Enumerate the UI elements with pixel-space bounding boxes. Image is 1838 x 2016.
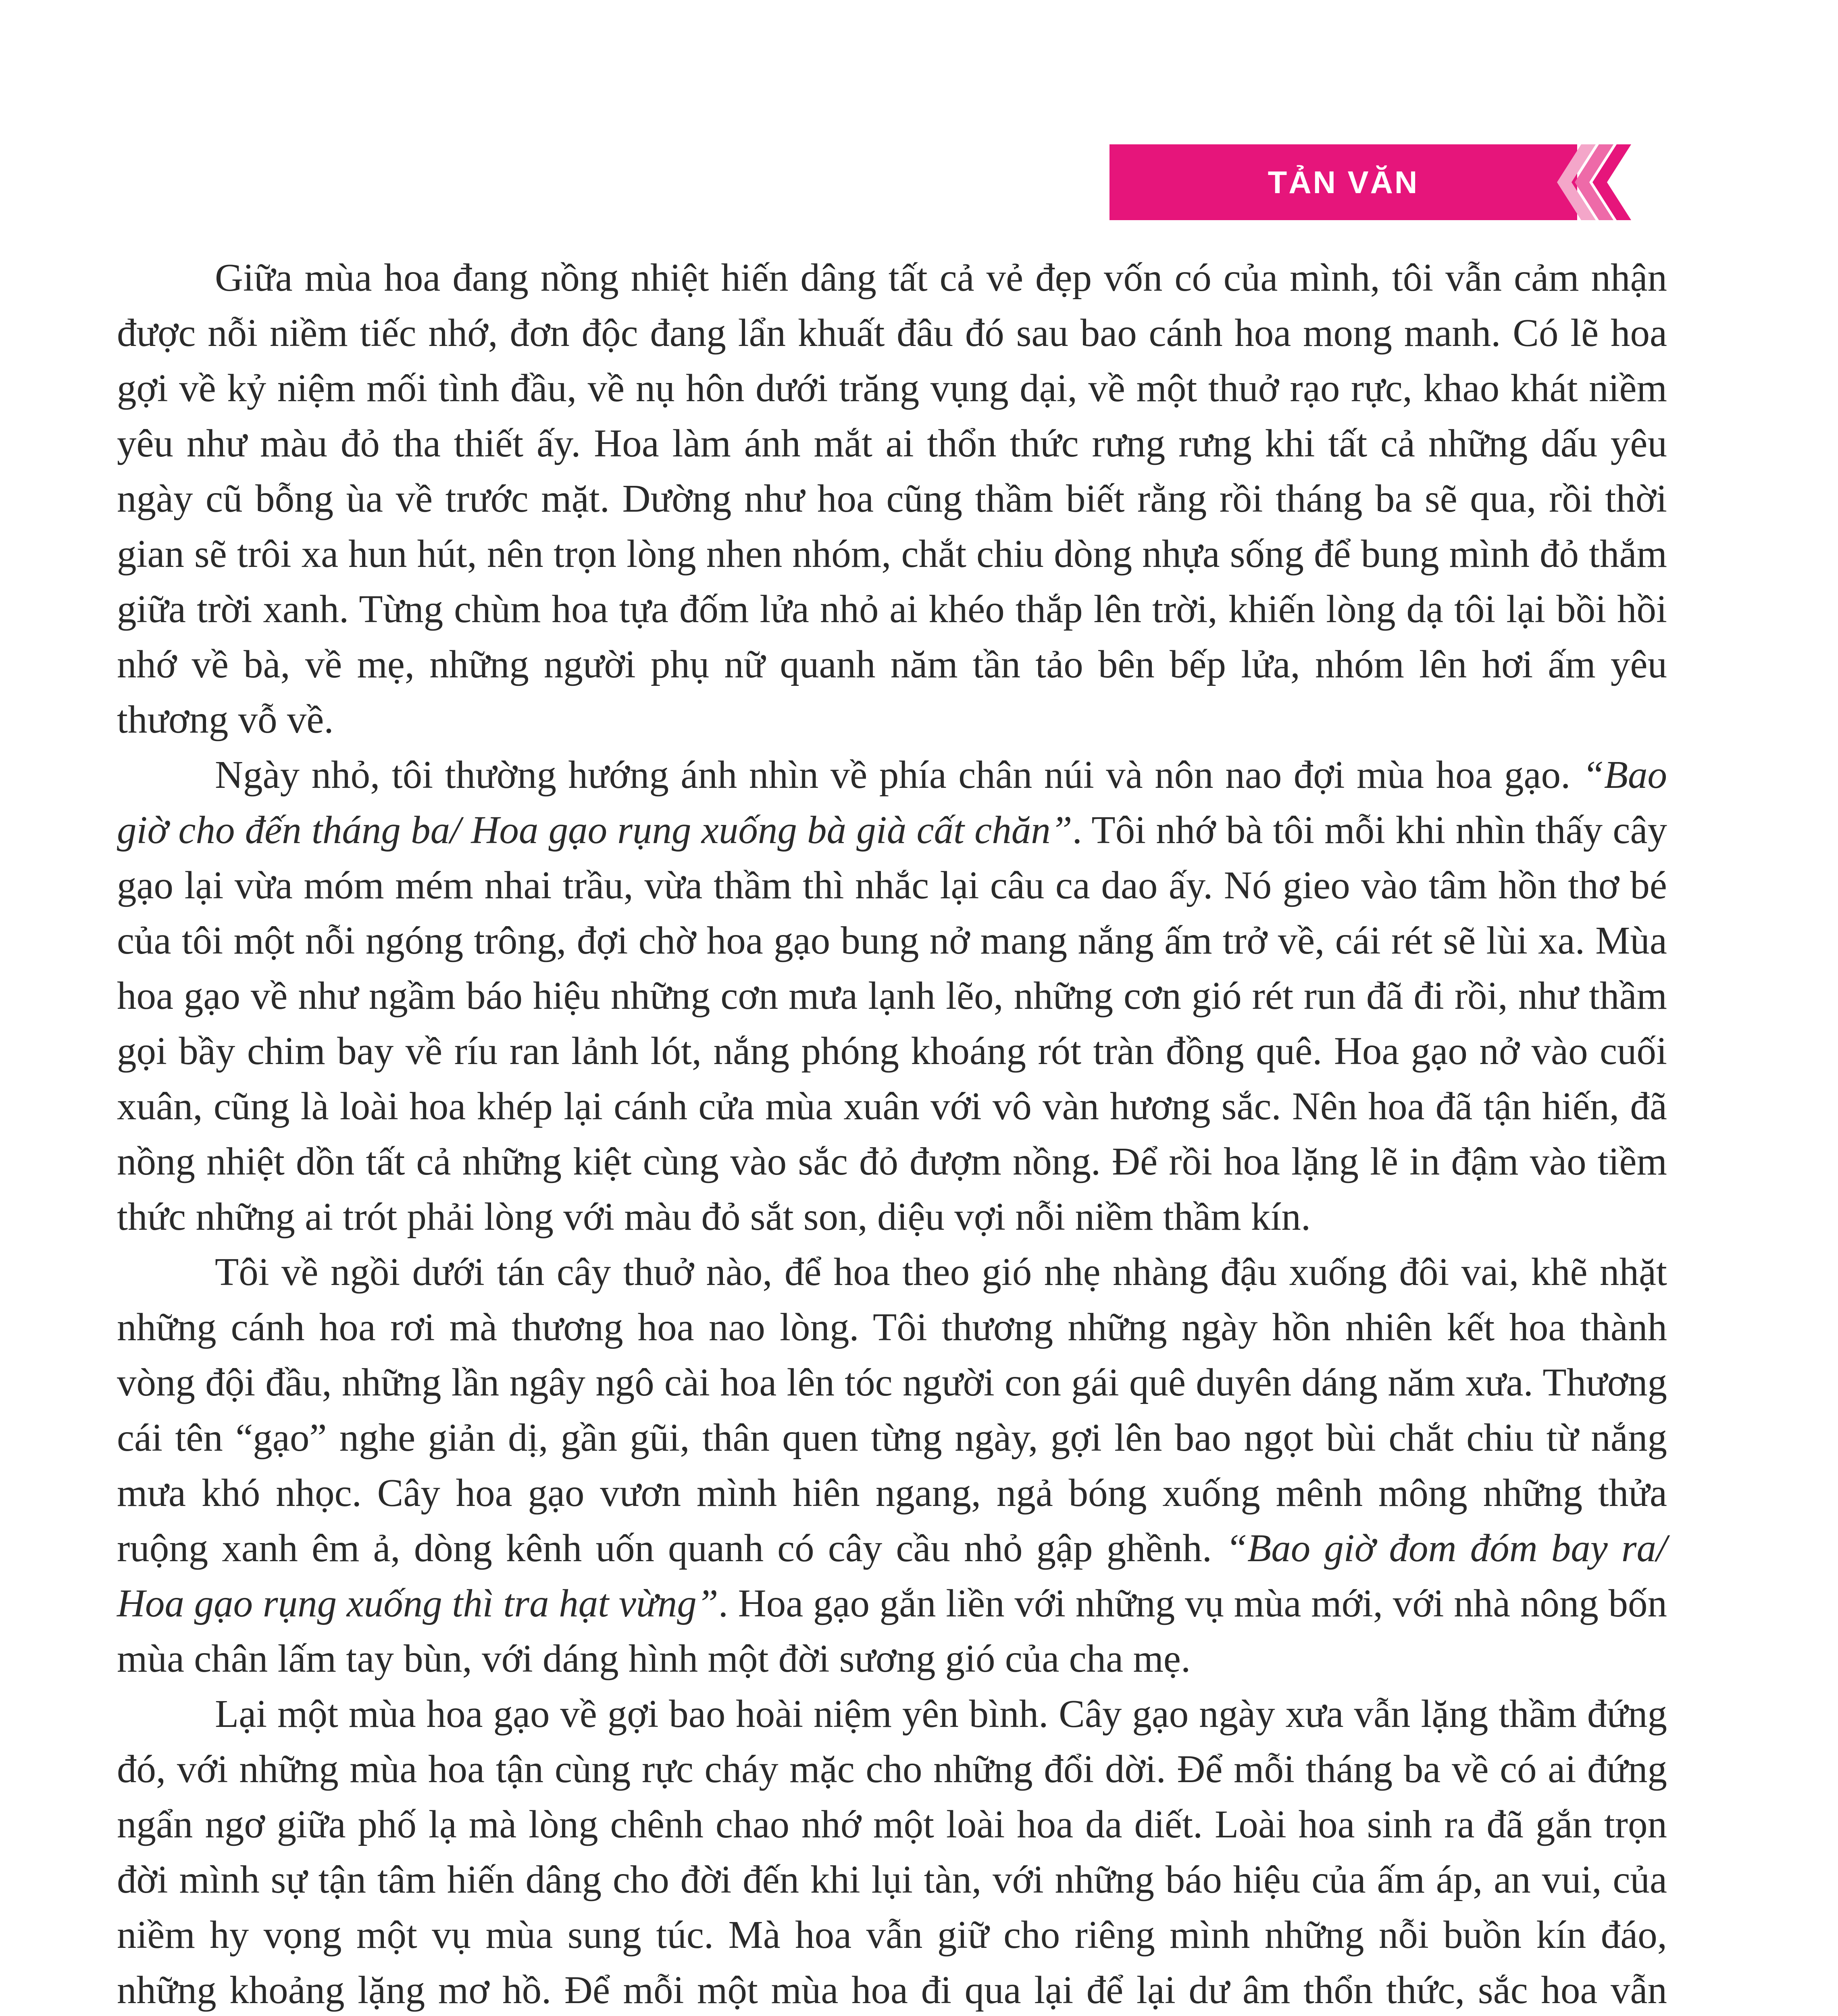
folk-verse-quote-1: “Bao giờ cho đến tháng ba/ Hoa gạo rụng xuống bà già cất chăn” bbox=[117, 753, 1667, 852]
section-tag-label: TẢN VĂN bbox=[1268, 165, 1419, 200]
paragraph-3-text-start: Tôi về ngồi dưới tán cây thuở nào, để hoa theo gió nhẹ nhàng đậu xuống đôi vai, khẽ nhặt những cánh hoa rơi mà thương hoa nao lòng. Tôi thương những ngày hồn nhiên kết hoa thành vòng đội đầu, những lần ngây ngô cài hoa lên tóc người con gái quê duyên dáng năm xưa. Thương cái tên “gạo” nghe giản dị, gần gũi, thân quen từng ngày, gợi lên bao ngọt bùi chắt chiu từ nắng mưa khó nhọc. Cây hoa gạo vươn mình hiên ngang, ngả bóng xuống mênh mông những thửa ruộng xanh êm ả, dòng kênh uốn quanh có cây cầu nhỏ gập ghềnh. bbox=[117, 1250, 1667, 1570]
paragraph-3 bbox=[117, 1244, 1667, 1686]
paragraph-4: Lại một mùa hoa gạo về gợi bao hoài niệm yên bình. Cây gạo ngày xưa vẫn lặng thầm đứng đó, với những mùa hoa tận cùng rực cháy mặc cho những đổi dời. Để mỗi tháng ba về có ai đứng ngẩn ngơ giữa phố lạ mà lòng chênh chao nhớ một loài hoa da diết. Loài hoa sinh ra đã gắn trọn đời mình sự tận tâm hiến dâng cho đời đến khi lụi tàn, với những báo hiệu của ấm áp, an vui, của niềm hy vọng một vụ mùa sung túc. Mà hoa vẫn giữ cho riêng mình những nỗi buồn kín đáo, những khoảng lặng mơ hồ. Để mỗi một mùa hoa đi qua lại để lại dư âm thổn thức, sắc hoa vẫn bbox=[117, 1692, 1667, 2012]
paragraph-3-text-end: . Hoa gạo gắn liền với những vụ mùa mới, với nhà nông bốn mùa chân lấm tay bùn, với dáng hình một đời sương gió của cha mẹ. bbox=[117, 1582, 1667, 1680]
paragraph-1: Giữa mùa hoa đang nồng nhiệt hiến dâng tất cả vẻ đẹp vốn có của mình, tôi vẫn cảm nhận được nỗi niềm tiếc nhớ, đơn độc đang lẩn khuất đâu đó sau bao cánh hoa mong manh. Có lẽ hoa gợi về kỷ niệm mối tình đầu, về nụ hôn dưới trăng vụng dại, về một thuở rạo rực, khao khát niềm yêu như màu đỏ tha thiết ấy. Hoa làm ánh mắt ai thổn thức rưng rưng khi tất cả những dấu yêu ngày cũ bỗng ùa về trước mặt. Dường như hoa cũng thầm biết rằng rồi tháng ba sẽ qua, rồi thời gian sẽ trôi xa hun hút, nên trọn lòng nhen nhóm, chắt chiu dòng nhựa sống để bung mình đỏ thắm giữa trời xanh. Từng chùm hoa tựa đốm lửa nhỏ ai khéo thắp lên trời, khiến lòng dạ tôi lại bồi hồi nhớ về bà, về mẹ, những người phụ nữ quanh năm tần tảo bên bếp lửa, nhóm lên hơi ấm yêu thương vỗ về. bbox=[117, 256, 1667, 741]
folk-verse-quote-2: “Bao giờ đom đóm bay ra/ Hoa gạo rụng xuống thì tra hạt vừng” bbox=[117, 1527, 1667, 1625]
section-tag bbox=[1109, 144, 1638, 220]
article-body bbox=[117, 250, 1667, 2016]
paragraph-2-text-start: Ngày nhỏ, tôi thường hướng ánh nhìn về phía chân núi và nôn nao đợi mùa hoa gạo. bbox=[215, 753, 1582, 796]
paragraph-2 bbox=[117, 747, 1667, 1244]
paragraph-2-text-end: . Tôi nhớ bà tôi mỗi khi nhìn thấy cây gạo lại vừa móm mém nhai trầu, vừa thầm thì nhắc lại câu ca dao ấy. Nó gieo vào tâm hồn thơ bé của tôi một nỗi ngóng trông, đợi chờ hoa gạo bung nở mang nắng ấm trở về, cái rét sẽ lùi xa. Mùa hoa gạo về như ngầm báo hiệu những cơn mưa lạnh lẽo, những cơn gió rét run đã đi rồi, như thầm gọi bầy chim bay về ríu ran lảnh lót, nắng phóng khoáng rót tràn đồng quê. Hoa gạo nở vào cuối xuân, cũng là loài hoa khép lại cánh cửa mùa xuân với vô vàn hương sắc. Nên hoa đã tận hiến, đã nồng nhiệt dồn tất cả những kiệt cùng vào sắc đỏ đượm nồng. Để rồi hoa lặng lẽ in đậm vào tiềm thức những ai trót phải lòng với màu đỏ sắt son, diệu vợi nỗi niềm thầm kín. bbox=[117, 808, 1667, 1238]
chevron-left-icon bbox=[1557, 144, 1638, 220]
